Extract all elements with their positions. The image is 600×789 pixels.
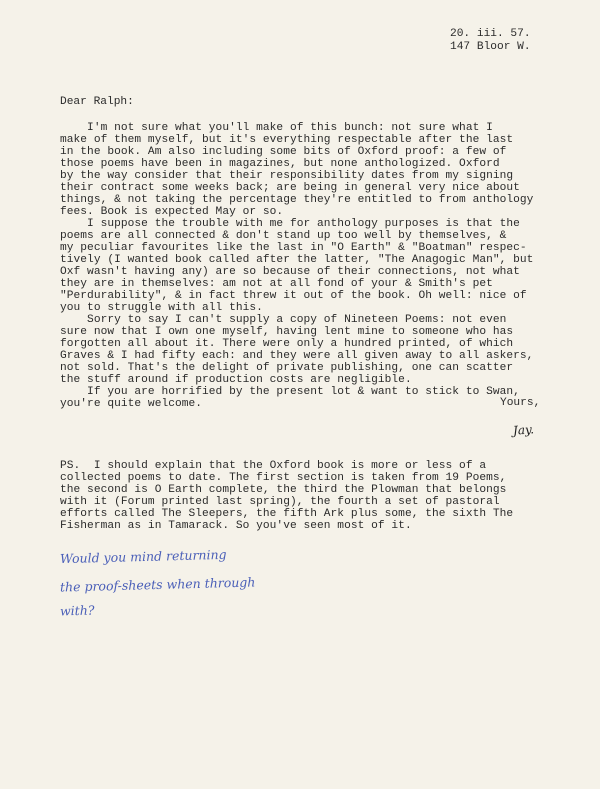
body-line: not sold. That's the delight of private publishing, one can scatter <box>60 362 514 374</box>
body-line: forgotten all about it. There were only a hundred printed, of which <box>60 338 514 350</box>
body-line: Sorry to say I can't supply a copy of Nineteen Poems: not even <box>60 314 507 326</box>
body-line: by the way consider that their responsibility dates from my signing <box>60 170 514 182</box>
body-line: make of them myself, but it's everything respectable after the last <box>60 134 514 146</box>
body-line: If you are horrified by the present lot & want to stick to Swan, <box>60 386 520 398</box>
body-line: those poems have been in magazines, but none anthologized. Oxford <box>60 158 500 170</box>
body-line: you to struggle with all this. <box>60 302 263 314</box>
body-line: "Perdurability", & in fact threw it out of the book. Oh well: nice of <box>60 290 527 302</box>
body-line: Graves & I had fifty each: and they were all given away to all askers, <box>60 350 534 362</box>
body-line: in the book. Am also including some bits of Oxford proof: a few of <box>60 146 507 158</box>
body-line: things, & not taking the percentage they're entitled to from anthology <box>60 194 534 206</box>
body-line: I suppose the trouble with me for anthology purposes is that the <box>60 218 520 230</box>
ps-line: with it (Forum printed last spring), the fourth a set of pastoral <box>60 496 500 508</box>
body-line: tively (I wanted book called after the latter, "The Anagogic Man", but <box>60 254 534 266</box>
ps-line: collected poems to date. The first section is taken from 19 Poems, <box>60 472 507 484</box>
handwritten-line: the proof-sheets when through <box>59 574 256 595</box>
ps-line: PS. I should explain that the Oxford book is more or less of a <box>60 460 487 472</box>
body-line: Oxf wasn't having any) are so because of their connections, not what <box>60 266 520 278</box>
date-address-block <box>450 28 531 54</box>
letter-address: 147 Bloor W. <box>450 41 531 53</box>
ps-line: the second is O Earth complete, the third the Plowman that belongs <box>60 484 507 496</box>
body-line: poems are all connected & don't stand up too well by themselves, & <box>60 230 507 242</box>
body-line: you're quite welcome. <box>60 398 203 410</box>
body-line: sure now that I own one myself, having lent mine to someone who has <box>60 326 514 338</box>
ps-line: Fisherman as in Tamarack. So you've seen most of it. <box>60 520 412 532</box>
handwritten-line: with? <box>59 602 95 619</box>
body-line: the stuff around if production costs are negligible. <box>60 374 412 386</box>
body-line: their contract some weeks back; are being in general very nice about <box>60 182 520 194</box>
handwritten-line: Would you mind returning <box>59 546 227 567</box>
body-line: my peculiar favourites like the last in "O Earth" & "Boatman" respec- <box>60 242 527 254</box>
body-line: they are in themselves: am not at all fond of your & Smith's pet <box>60 278 493 290</box>
body-line: I'm not sure what you'll make of this bunch: not sure what I <box>60 122 493 134</box>
signature: Jay. <box>512 422 535 438</box>
ps-line: efforts called The Sleepers, the fifth Ark plus some, the sixth The <box>60 508 514 520</box>
body-line: fees. Book is expected May or so. <box>60 206 284 218</box>
salutation: Dear Ralph: <box>60 96 134 108</box>
closing: Yours, <box>500 397 541 409</box>
letter-date: 20. iii. 57. <box>450 28 531 40</box>
